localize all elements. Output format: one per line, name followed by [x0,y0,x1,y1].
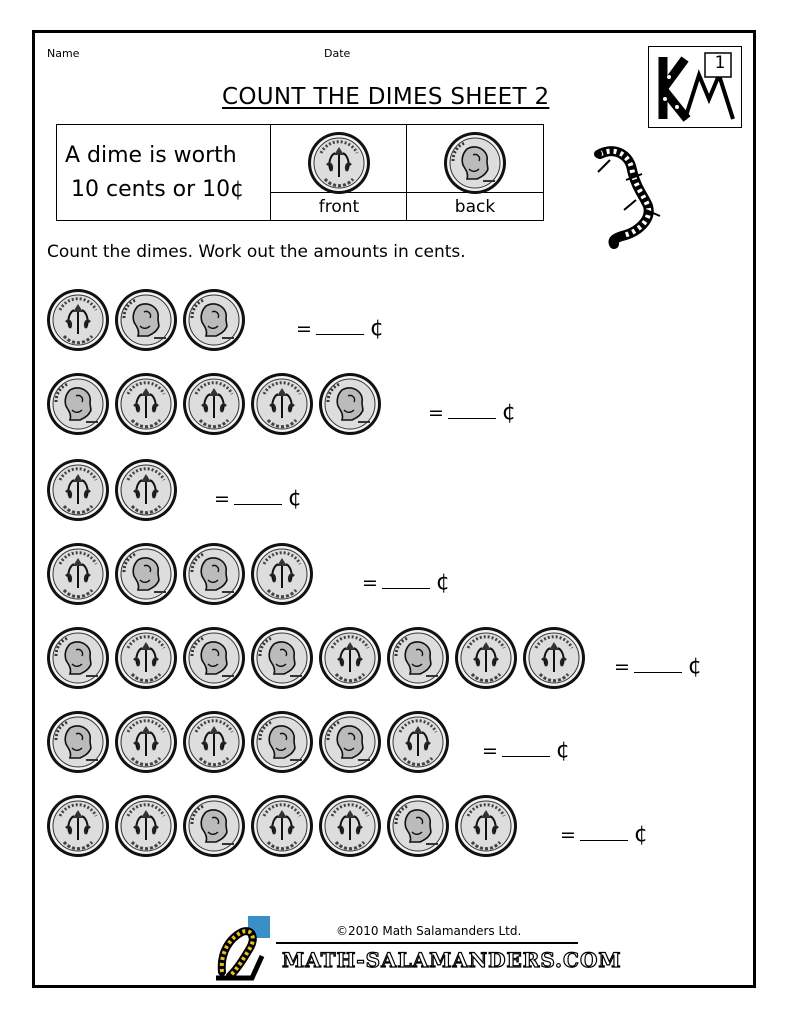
dime-front-icon [454,626,518,690]
dime-back-icon [443,131,507,199]
dime-back-icon [182,288,246,352]
dime-front-icon [307,131,371,199]
dime-front-icon [250,794,314,858]
dime-back-icon [318,710,382,774]
back-label: back [454,197,496,217]
front-label: front [318,197,360,217]
dime-back-icon [114,542,178,606]
dime-front-icon [114,372,178,436]
dime-back-icon [318,372,382,436]
logo-box [648,46,742,128]
answer-blank[interactable] [634,657,682,673]
coin-back-icon [443,131,507,195]
equals-sign: = [428,402,444,424]
dime-back-icon [46,372,110,436]
answer-line [362,570,450,595]
worth-cell [57,125,271,220]
cent-sign: ¢ [633,822,648,847]
dime-back-icon [386,626,450,690]
dime-back-icon [250,626,314,690]
dime-front-icon [182,710,246,774]
cent-sign: ¢ [555,738,570,763]
answer-line [296,316,384,341]
equals-sign: = [214,488,230,510]
answer-blank[interactable] [382,573,430,589]
answer-blank[interactable] [234,489,282,505]
answer-line [482,738,570,763]
dime-back-icon [182,542,246,606]
footer-salamander-icon [212,912,274,982]
equals-sign: = [482,740,498,762]
dime-front-icon [114,626,178,690]
dime-back-icon [250,710,314,774]
dime-front-icon [454,794,518,858]
answer-line [614,654,702,679]
dime-front-icon [522,626,586,690]
equals-sign: = [560,824,576,846]
dime-front-icon [114,794,178,858]
cent-sign: ¢ [687,654,702,679]
equals-sign: = [296,318,312,340]
dime-back-icon [182,626,246,690]
dime-front-icon [46,458,110,522]
dime-front-icon [318,794,382,858]
answer-line [214,486,302,511]
grade-number: 1 [714,53,726,73]
info-table [56,124,544,221]
equals-sign: = [362,572,378,594]
cent-sign: ¢ [369,316,384,341]
footer-divider [276,942,578,944]
dime-front-icon [114,710,178,774]
dime-front-icon [318,626,382,690]
dime-back-icon [46,710,110,774]
dime-front-icon [46,542,110,606]
dime-back-icon [114,288,178,352]
dime-front-icon [46,794,110,858]
dime-front-icon [46,288,110,352]
cent-sign: ¢ [435,570,450,595]
page-title: COUNT THE DIMES SHEET 2 [222,84,550,110]
answer-blank[interactable] [502,741,550,757]
dime-front-icon [250,542,314,606]
salamander-icon [586,140,678,250]
dime-back-icon [386,794,450,858]
instructions-text: Count the dimes. Work out the amounts in cents. [47,242,466,262]
worth-line-1: A dime is worth [65,143,237,168]
dime-front-icon [114,458,178,522]
date-label: Date [324,47,351,60]
dime-back-icon [46,626,110,690]
answer-blank[interactable] [316,319,364,335]
dime-front-icon [386,710,450,774]
coin-front-icon [307,131,371,195]
dime-back-icon [182,794,246,858]
cent-sign: ¢ [287,486,302,511]
cent-sign: ¢ [501,400,516,425]
equals-sign: = [614,656,630,678]
answer-line [560,822,648,847]
answer-blank[interactable] [580,825,628,841]
dime-front-icon [250,372,314,436]
dime-front-icon [182,372,246,436]
answer-blank[interactable] [448,403,496,419]
answer-line [428,400,516,425]
worth-line-2: 10 cents or 10¢ [71,177,245,202]
copyright-text: ©2010 Math Salamanders Ltd. [336,924,522,938]
name-label: Name [47,47,80,60]
site-name: MATH-SALAMANDERS.COM [282,948,622,972]
